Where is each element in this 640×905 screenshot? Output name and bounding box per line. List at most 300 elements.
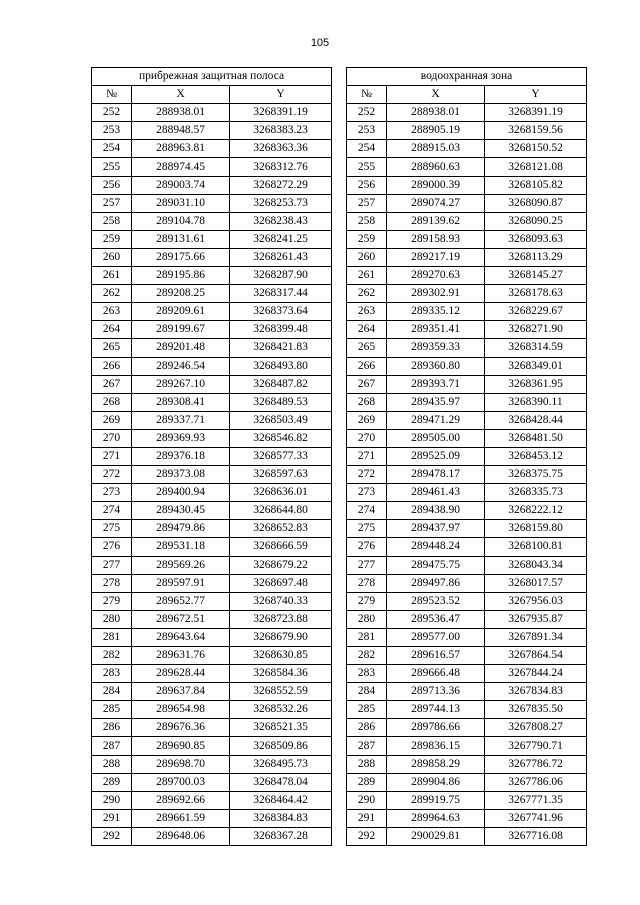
table-row [92, 719, 587, 737]
right-cell-y: 3268375.75 [485, 466, 587, 484]
right-cell-number: 285 [347, 701, 387, 719]
left-cell-x: 289104.78 [132, 212, 230, 230]
table-row [92, 411, 587, 429]
right-cell-y: 3268349.01 [485, 357, 587, 375]
left-cell-y: 3268241.25 [230, 230, 332, 248]
right-cell-number: 292 [347, 827, 387, 845]
right-cell-y: 3267790.71 [485, 737, 587, 755]
left-cell-y: 3268489.53 [230, 393, 332, 411]
right-cell-y: 3268159.80 [485, 520, 587, 538]
right-cell-number: 274 [347, 502, 387, 520]
table-row [92, 628, 587, 646]
right-cell-x: 289616.57 [387, 647, 485, 665]
right-cell-number: 288 [347, 755, 387, 773]
right-cell-x: 289270.63 [387, 267, 485, 285]
table-row [92, 556, 587, 574]
table-row [92, 339, 587, 357]
left-cell-x: 289376.18 [132, 447, 230, 465]
left-cell-y: 3268636.01 [230, 484, 332, 502]
table-row [92, 321, 587, 339]
right-cell-number: 254 [347, 140, 387, 158]
right-cell-number: 272 [347, 466, 387, 484]
right-cell-x: 289139.62 [387, 212, 485, 230]
table-row [92, 809, 587, 827]
right-cell-x: 288915.03 [387, 140, 485, 158]
table-gap [332, 538, 347, 556]
right-cell-number: 270 [347, 429, 387, 447]
left-cell-x: 289597.91 [132, 574, 230, 592]
table-gap [332, 827, 347, 845]
right-cell-y: 3267786.72 [485, 755, 587, 773]
right-cell-x: 289478.17 [387, 466, 485, 484]
left-cell-x: 289479.86 [132, 520, 230, 538]
left-cell-y: 3268317.44 [230, 285, 332, 303]
table-gap [332, 176, 347, 194]
right-cell-number: 262 [347, 285, 387, 303]
right-cell-number: 286 [347, 719, 387, 737]
right-cell-number: 278 [347, 574, 387, 592]
right-cell-y: 3267834.83 [485, 683, 587, 701]
right-cell-y: 3267935.87 [485, 610, 587, 628]
right-cell-x: 289904.86 [387, 773, 485, 791]
right-cell-x: 289359.33 [387, 339, 485, 357]
table-row [92, 375, 587, 393]
right-cell-x: 289471.29 [387, 411, 485, 429]
left-cell-x: 289337.71 [132, 411, 230, 429]
left-cell-number: 275 [92, 520, 132, 538]
table-gap [332, 321, 347, 339]
left-cell-y: 3268238.43 [230, 212, 332, 230]
left-cell-y: 3268584.36 [230, 665, 332, 683]
right-cell-x: 289964.63 [387, 809, 485, 827]
left-cell-number: 285 [92, 701, 132, 719]
table-gap [332, 339, 347, 357]
table-gap [332, 194, 347, 212]
left-cell-x: 289652.77 [132, 592, 230, 610]
right-cell-x: 289437.97 [387, 520, 485, 538]
left-cell-x: 289400.94 [132, 484, 230, 502]
left-cell-number: 274 [92, 502, 132, 520]
right-cell-x: 289786.66 [387, 719, 485, 737]
table-row [92, 267, 587, 285]
right-cell-number: 291 [347, 809, 387, 827]
left-cell-x: 289373.08 [132, 466, 230, 484]
left-cell-x: 289654.98 [132, 701, 230, 719]
right-cell-number: 279 [347, 592, 387, 610]
left-cell-y: 3268373.64 [230, 303, 332, 321]
left-cell-y: 3268253.73 [230, 194, 332, 212]
right-cell-number: 257 [347, 194, 387, 212]
right-cell-number: 276 [347, 538, 387, 556]
table-gap [332, 791, 347, 809]
right-cell-x: 289158.93 [387, 230, 485, 248]
right-cell-y: 3268335.73 [485, 484, 587, 502]
table-gap [332, 140, 347, 158]
right-cell-x: 288960.63 [387, 158, 485, 176]
right-table-title: водоохранная зона [347, 68, 587, 86]
table-row [92, 520, 587, 538]
right-cell-y: 3268271.90 [485, 321, 587, 339]
right-cell-number: 253 [347, 122, 387, 140]
left-cell-number: 287 [92, 737, 132, 755]
right-cell-x: 289536.47 [387, 610, 485, 628]
page-number: 105 [310, 37, 330, 49]
table-gap [332, 610, 347, 628]
right-cell-y: 3267864.54 [485, 647, 587, 665]
right-header-y: Y [485, 86, 587, 104]
right-cell-x: 289525.09 [387, 447, 485, 465]
left-cell-x: 289692.66 [132, 791, 230, 809]
right-cell-y: 3268145.27 [485, 267, 587, 285]
table-row [92, 212, 587, 230]
left-cell-x: 289643.64 [132, 628, 230, 646]
left-cell-y: 3268503.49 [230, 411, 332, 429]
table-row [92, 755, 587, 773]
table-gap [332, 267, 347, 285]
left-cell-x: 288938.01 [132, 104, 230, 122]
table-row [92, 647, 587, 665]
left-cell-y: 3268644.80 [230, 502, 332, 520]
right-cell-x: 289448.24 [387, 538, 485, 556]
right-cell-y: 3268150.52 [485, 140, 587, 158]
table-row [92, 791, 587, 809]
left-cell-y: 3268272.29 [230, 176, 332, 194]
table-gap [332, 773, 347, 791]
table-gap [332, 375, 347, 393]
table-gap [332, 755, 347, 773]
table-gap [332, 737, 347, 755]
right-cell-y: 3268017.57 [485, 574, 587, 592]
right-cell-number: 264 [347, 321, 387, 339]
table-gap [332, 248, 347, 266]
table-row [92, 447, 587, 465]
left-cell-y: 3268287.90 [230, 267, 332, 285]
left-cell-x: 289267.10 [132, 375, 230, 393]
right-cell-x: 289497.86 [387, 574, 485, 592]
right-cell-y: 3268453.12 [485, 447, 587, 465]
right-cell-x: 289393.71 [387, 375, 485, 393]
left-cell-number: 266 [92, 357, 132, 375]
left-cell-x: 289661.59 [132, 809, 230, 827]
right-cell-y: 3268390.11 [485, 393, 587, 411]
right-cell-number: 266 [347, 357, 387, 375]
left-cell-y: 3268421.83 [230, 339, 332, 357]
table-gap [332, 701, 347, 719]
left-cell-number: 290 [92, 791, 132, 809]
table-row [92, 610, 587, 628]
right-cell-x: 289523.52 [387, 592, 485, 610]
right-cell-number: 282 [347, 647, 387, 665]
left-cell-x: 289195.86 [132, 267, 230, 285]
table-gap [332, 357, 347, 375]
left-cell-y: 3268552.59 [230, 683, 332, 701]
right-cell-y: 3268113.29 [485, 248, 587, 266]
right-cell-number: 263 [347, 303, 387, 321]
table-gap [332, 68, 347, 86]
table-header-row [92, 86, 587, 104]
left-cell-y: 3268493.80 [230, 357, 332, 375]
right-cell-y: 3268314.59 [485, 339, 587, 357]
left-cell-x: 289208.25 [132, 285, 230, 303]
right-cell-y: 3268121.08 [485, 158, 587, 176]
right-cell-y: 3267741.96 [485, 809, 587, 827]
right-cell-number: 259 [347, 230, 387, 248]
right-cell-x: 289744.13 [387, 701, 485, 719]
right-cell-y: 3268222.12 [485, 502, 587, 520]
table-row [92, 574, 587, 592]
right-cell-number: 265 [347, 339, 387, 357]
left-cell-x: 289031.10 [132, 194, 230, 212]
left-cell-x: 289199.67 [132, 321, 230, 339]
table-gap [332, 574, 347, 592]
left-cell-number: 291 [92, 809, 132, 827]
left-cell-number: 273 [92, 484, 132, 502]
right-cell-number: 267 [347, 375, 387, 393]
left-cell-x: 289430.45 [132, 502, 230, 520]
table-gap [332, 285, 347, 303]
right-cell-x: 289577.00 [387, 628, 485, 646]
right-cell-y: 3268043.34 [485, 556, 587, 574]
left-cell-y: 3268723.88 [230, 610, 332, 628]
table-gap [332, 122, 347, 140]
right-cell-y: 3267835.50 [485, 701, 587, 719]
right-cell-y: 3267891.34 [485, 628, 587, 646]
table-gap [332, 447, 347, 465]
left-cell-number: 271 [92, 447, 132, 465]
table-row [92, 701, 587, 719]
table-gap [332, 86, 347, 104]
right-cell-y: 3268100.81 [485, 538, 587, 556]
right-cell-number: 268 [347, 393, 387, 411]
right-cell-number: 261 [347, 267, 387, 285]
right-cell-y: 3268428.44 [485, 411, 587, 429]
right-cell-y: 3267716.08 [485, 827, 587, 845]
right-cell-number: 284 [347, 683, 387, 701]
left-cell-number: 292 [92, 827, 132, 845]
table-row [92, 285, 587, 303]
right-cell-number: 283 [347, 665, 387, 683]
left-cell-x: 289690.85 [132, 737, 230, 755]
right-cell-x: 289074.27 [387, 194, 485, 212]
right-cell-x: 289438.90 [387, 502, 485, 520]
left-cell-y: 3268509.86 [230, 737, 332, 755]
left-cell-y: 3268495.73 [230, 755, 332, 773]
right-cell-number: 289 [347, 773, 387, 791]
left-cell-number: 269 [92, 411, 132, 429]
right-cell-x: 288905.19 [387, 122, 485, 140]
table-row [92, 484, 587, 502]
left-cell-number: 277 [92, 556, 132, 574]
left-cell-number: 283 [92, 665, 132, 683]
left-cell-number: 268 [92, 393, 132, 411]
left-cell-x: 289637.84 [132, 683, 230, 701]
left-cell-y: 3268597.63 [230, 466, 332, 484]
right-header-number: № [347, 86, 387, 104]
table-row [92, 140, 587, 158]
left-cell-y: 3268464.42 [230, 791, 332, 809]
left-cell-number: 272 [92, 466, 132, 484]
left-cell-y: 3268521.35 [230, 719, 332, 737]
left-cell-number: 260 [92, 248, 132, 266]
left-cell-number: 261 [92, 267, 132, 285]
left-cell-x: 289175.66 [132, 248, 230, 266]
left-cell-x: 289648.06 [132, 827, 230, 845]
table-row [92, 683, 587, 701]
table-gap [332, 158, 347, 176]
right-cell-x: 289435.97 [387, 393, 485, 411]
right-cell-y: 3268105.82 [485, 176, 587, 194]
right-cell-number: 273 [347, 484, 387, 502]
left-cell-number: 258 [92, 212, 132, 230]
table-row [92, 104, 587, 122]
table-gap [332, 393, 347, 411]
table-gap [332, 647, 347, 665]
table-gap [332, 411, 347, 429]
left-cell-x: 289201.48 [132, 339, 230, 357]
left-cell-x: 288974.45 [132, 158, 230, 176]
left-cell-x: 289003.74 [132, 176, 230, 194]
table-gap [332, 628, 347, 646]
right-cell-y: 3268391.19 [485, 104, 587, 122]
table-row [92, 466, 587, 484]
left-cell-x: 289628.44 [132, 665, 230, 683]
left-cell-x: 289369.93 [132, 429, 230, 447]
right-cell-number: 275 [347, 520, 387, 538]
coordinates-table [91, 67, 587, 846]
left-cell-y: 3268399.48 [230, 321, 332, 339]
table-gap [332, 683, 347, 701]
table-gap [332, 502, 347, 520]
right-cell-x: 289505.00 [387, 429, 485, 447]
left-header-x: X [132, 86, 230, 104]
right-cell-x: 289461.43 [387, 484, 485, 502]
table-row [92, 194, 587, 212]
left-cell-y: 3268679.22 [230, 556, 332, 574]
right-cell-y: 3268093.63 [485, 230, 587, 248]
right-cell-y: 3267956.03 [485, 592, 587, 610]
right-cell-y: 3268090.25 [485, 212, 587, 230]
left-cell-y: 3268532.26 [230, 701, 332, 719]
left-cell-y: 3268577.33 [230, 447, 332, 465]
left-cell-x: 289672.51 [132, 610, 230, 628]
table-row [92, 122, 587, 140]
left-cell-y: 3268363.36 [230, 140, 332, 158]
table-row [92, 429, 587, 447]
left-cell-number: 286 [92, 719, 132, 737]
left-cell-number: 263 [92, 303, 132, 321]
right-cell-y: 3267786.06 [485, 773, 587, 791]
left-cell-y: 3268546.82 [230, 429, 332, 447]
left-cell-x: 288948.57 [132, 122, 230, 140]
left-cell-number: 278 [92, 574, 132, 592]
table-gap [332, 592, 347, 610]
left-cell-number: 267 [92, 375, 132, 393]
right-cell-number: 252 [347, 104, 387, 122]
left-cell-x: 289698.70 [132, 755, 230, 773]
left-cell-number: 256 [92, 176, 132, 194]
right-cell-y: 3267808.27 [485, 719, 587, 737]
left-cell-number: 265 [92, 339, 132, 357]
left-cell-number: 270 [92, 429, 132, 447]
left-cell-number: 253 [92, 122, 132, 140]
left-cell-number: 255 [92, 158, 132, 176]
right-cell-x: 289713.36 [387, 683, 485, 701]
table-gap [332, 303, 347, 321]
table-gap [332, 520, 347, 538]
table-row [92, 303, 587, 321]
table-gap [332, 466, 347, 484]
table-row [92, 230, 587, 248]
right-cell-x: 289351.41 [387, 321, 485, 339]
table-gap [332, 809, 347, 827]
right-cell-x: 289000.39 [387, 176, 485, 194]
right-cell-y: 3268178.63 [485, 285, 587, 303]
table-row [92, 158, 587, 176]
table-row [92, 665, 587, 683]
table-gap [332, 719, 347, 737]
left-cell-x: 289246.54 [132, 357, 230, 375]
right-cell-x: 289836.15 [387, 737, 485, 755]
left-cell-x: 289531.18 [132, 538, 230, 556]
table-row [92, 737, 587, 755]
right-cell-x: 289302.91 [387, 285, 485, 303]
left-cell-y: 3268383.23 [230, 122, 332, 140]
table-row [92, 357, 587, 375]
left-cell-y: 3268666.59 [230, 538, 332, 556]
left-cell-y: 3268697.48 [230, 574, 332, 592]
left-cell-y: 3268391.19 [230, 104, 332, 122]
right-cell-number: 277 [347, 556, 387, 574]
right-cell-x: 289335.12 [387, 303, 485, 321]
table-row [92, 827, 587, 845]
table-gap [332, 429, 347, 447]
right-cell-x: 290029.81 [387, 827, 485, 845]
left-cell-number: 282 [92, 647, 132, 665]
left-table-title: прибрежная защитная полоса [92, 68, 332, 86]
left-cell-number: 279 [92, 592, 132, 610]
left-cell-number: 288 [92, 755, 132, 773]
left-header-y: Y [230, 86, 332, 104]
right-header-x: X [387, 86, 485, 104]
table-row [92, 538, 587, 556]
right-cell-y: 3268090.87 [485, 194, 587, 212]
right-cell-number: 260 [347, 248, 387, 266]
left-cell-y: 3268679.90 [230, 628, 332, 646]
right-cell-y: 3267844.24 [485, 665, 587, 683]
right-cell-number: 258 [347, 212, 387, 230]
table-gap [332, 484, 347, 502]
right-cell-x: 288938.01 [387, 104, 485, 122]
left-cell-x: 289569.26 [132, 556, 230, 574]
left-cell-number: 254 [92, 140, 132, 158]
table-row [92, 176, 587, 194]
left-cell-y: 3268630.85 [230, 647, 332, 665]
right-cell-y: 3267771.35 [485, 791, 587, 809]
right-cell-y: 3268481.50 [485, 429, 587, 447]
left-cell-x: 288963.81 [132, 140, 230, 158]
right-cell-x: 289217.19 [387, 248, 485, 266]
left-cell-x: 289700.03 [132, 773, 230, 791]
left-cell-x: 289209.61 [132, 303, 230, 321]
left-cell-y: 3268487.82 [230, 375, 332, 393]
left-cell-x: 289308.41 [132, 393, 230, 411]
left-cell-number: 289 [92, 773, 132, 791]
table-row [92, 248, 587, 266]
left-cell-number: 280 [92, 610, 132, 628]
right-cell-x: 289919.75 [387, 791, 485, 809]
table-gap [332, 665, 347, 683]
left-cell-y: 3268478.04 [230, 773, 332, 791]
